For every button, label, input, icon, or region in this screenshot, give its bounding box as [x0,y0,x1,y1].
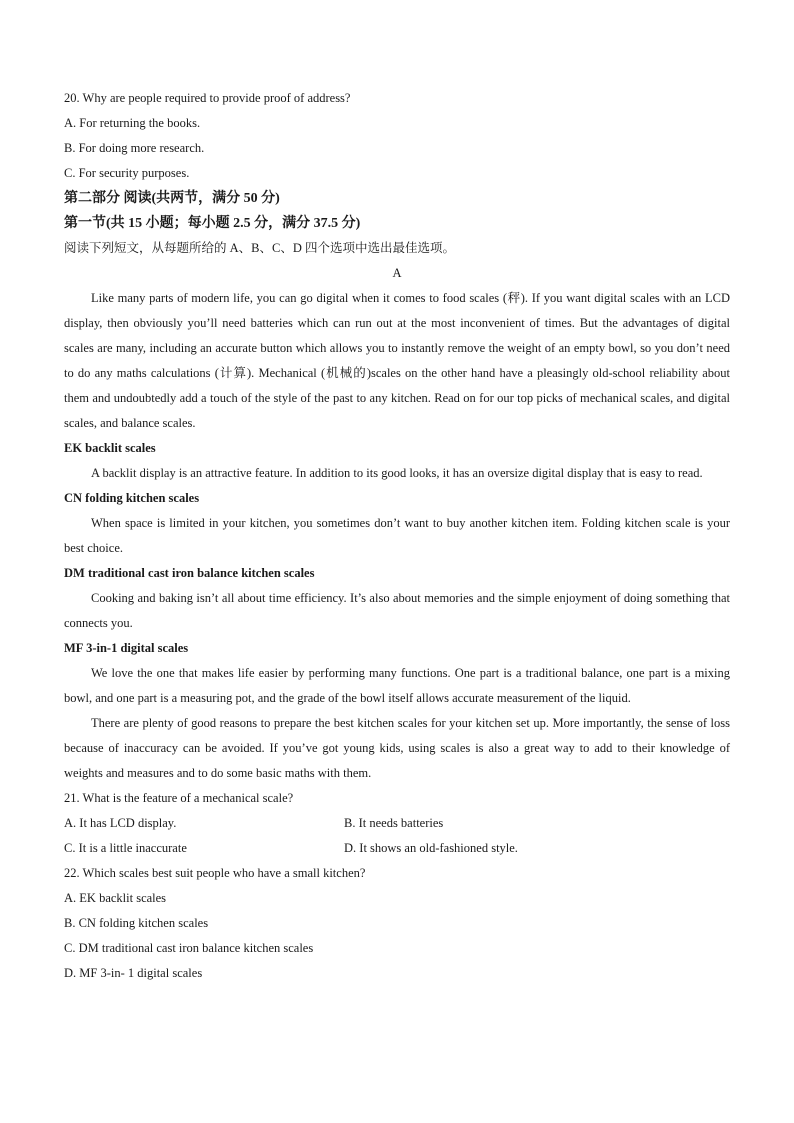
section-one-title: 第一节(共 15 小题；每小题 2.5 分，满分 37.5 分) [64,216,361,231]
passage-closing: There are plenty of good reasons to prepare the best kitchen scales for your kitchen set up. More importantly, the sense of loss because of inaccuracy can be avoided. If you’ve got young kids, using scales is also a great way to add to their knowledge of weights and measures and to do some basic maths with them. [64,716,730,780]
q22-option-b: B. CN folding kitchen scales [64,916,209,930]
q21-options-row-1 [64,811,730,836]
q20-option-b: B. For doing more research. [64,141,205,155]
q21-option-d: D. It shows an old-fashioned style. [344,841,518,855]
product-text-ek: A backlit display is an attractive feature. In addition to its good looks, it has an oversize digital display that is easy to read. [91,466,703,480]
product-text-cn: When space is limited in your kitchen, you sometimes don’t want to buy another kitchen item. Folding kitchen scale is your best choice. [64,516,730,555]
product-heading-dm: DM traditional cast iron balance kitchen scales [64,566,315,580]
question-21: 21. What is the feature of a mechanical scale? [64,791,294,805]
q21-option-b: B. It needs batteries [344,816,444,830]
product-heading-mf: MF 3-in-1 digital scales [64,641,189,655]
product-heading-cn: CN folding kitchen scales [64,491,200,505]
exam-page [64,86,730,986]
q21-options-row-2 [64,836,730,861]
q20-option-c: C. For security purposes. [64,166,190,180]
q21-option-a: A. It has LCD display. [64,816,177,830]
passage-label: A [392,266,402,280]
q22-option-d: D. MF 3-in- 1 digital scales [64,966,203,980]
q21-option-c: C. It is a little inaccurate [64,841,187,855]
question-20: 20. Why are people required to provide proof of address? [64,91,351,105]
q20-option-a: A. For returning the books. [64,116,201,130]
product-text-mf: We love the one that makes life easier by performing many functions. One part is a traditional balance, one part is a mixing bowl, and one part is a measuring pot, and the grade of the bowl itself allows accurate measurement of the liquid. [64,666,730,705]
q22-option-a: A. EK backlit scales [64,891,167,905]
product-heading-ek: EK backlit scales [64,441,156,455]
q22-option-c: C. DM traditional cast iron balance kitchen scales [64,941,314,955]
reading-instruction: 阅读下列短文，从每题所给的 A、B、C、D 四个选项中选出最佳选项。 [64,241,455,255]
part-two-title: 第二部分 阅读(共两节，满分 50 分) [64,191,280,206]
question-22: 22. Which scales best suit people who have a small kitchen? [64,866,366,880]
product-text-dm: Cooking and baking isn’t all about time efficiency. It’s also about memories and the simple enjoyment of doing something that connects you. [64,591,730,630]
passage-intro: Like many parts of modern life, you can go digital when it comes to food scales (秤). If you want digital scales with an LCD display, then obviously you’ll need batteries which can run out at the most inconvenient of times. But the advantages of digital scales are many, including an accurate button which allows you to instantly remove the weight of an empty bowl, so you don’t need to do any maths calculations (计算). Mechanical (机械的)scales on the other hand have a pleasingly old-school reliability about them and undoubtedly add a touch of the style of the past to any kitchen. Read on for our top picks of mechanical scales, and digital scales, and balance scales. [64,291,730,430]
